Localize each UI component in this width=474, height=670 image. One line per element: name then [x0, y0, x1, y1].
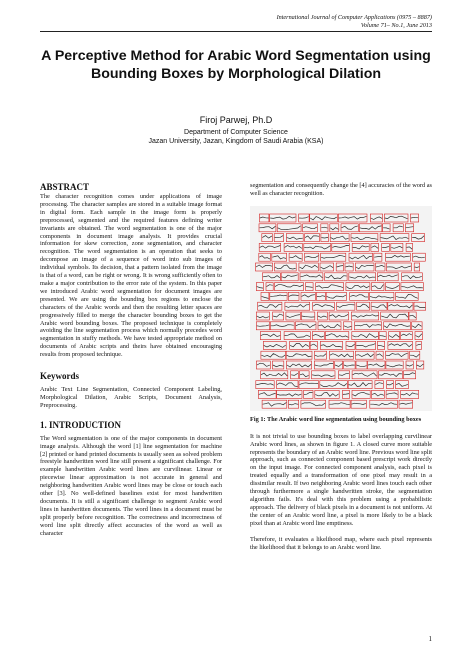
handwriting-stroke — [370, 403, 397, 406]
handwriting-stroke — [327, 295, 346, 298]
author-block — [40, 116, 432, 147]
handwriting-stroke — [377, 354, 383, 357]
handwriting-stroke — [330, 227, 338, 229]
handwriting-stroke — [353, 373, 377, 376]
word-line — [262, 400, 413, 408]
handwriting-stroke — [374, 256, 381, 257]
word-bounding-box — [261, 351, 286, 359]
word-bounding-box — [281, 273, 298, 281]
introduction-continuation: segmentation and consequently change the [4] accuracies of the word as well as character recognition. — [250, 182, 432, 197]
handwriting-stroke — [410, 354, 419, 357]
word-bounding-box — [259, 253, 271, 261]
handwriting-stroke — [344, 326, 351, 328]
handwriting-stroke — [262, 296, 269, 298]
word-bounding-box — [348, 380, 372, 388]
introduction-text: The Word segmentation is one of the major components in document image analysis. Although the word [1] line segmentation for machine [2] printed or hand printed documents is usually seen as solved problem freestyle handwritten word line still present a significant challenge. For example handwritten Arabic word lines are curvilinear. Linear or piecewise linear approximation is not accurate in general and neighboring handwritten Arabic word lines may be close or touch each other [3]. No well-defined baselines exist for most handwritten documents. It is still a significant challenge to segment Arabic word lines in handwritten documents. The word lines in a document must be split properly before recognition. The correctness and incorrectness of word line split directly affect accuracies of the word as well as character — [40, 434, 222, 537]
handwriting-stroke — [257, 316, 269, 318]
handwriting-stroke — [339, 216, 367, 219]
word-line — [259, 253, 426, 261]
journal-header — [277, 14, 432, 29]
handwriting-stroke — [315, 392, 338, 396]
handwriting-stroke — [256, 383, 273, 385]
word-bounding-box — [330, 224, 339, 232]
handwriting-stroke — [339, 373, 349, 375]
handwriting-stroke — [416, 334, 422, 337]
word-bounding-box — [256, 361, 270, 369]
handwriting-stroke — [290, 256, 302, 259]
handwriting-stroke — [396, 294, 418, 298]
body-paragraph-2: Therefore, it evaluates a likelihood map, where each pixel represents the likelihood that it belongs to an Arabic word line. — [250, 535, 432, 551]
handwriting-stroke — [401, 393, 418, 396]
handwriting-stroke — [319, 324, 341, 328]
handwriting-stroke — [263, 275, 280, 277]
word-bounding-box — [350, 292, 369, 300]
author-affiliation: Jazan University, Jazan, Kingdom of Saudi Arabia (KSA) — [148, 138, 324, 145]
handwriting-stroke — [300, 374, 309, 377]
handwriting-stroke — [260, 217, 269, 218]
handwriting-stroke — [301, 275, 323, 278]
handwriting-stroke — [376, 265, 384, 267]
handwriting-stroke — [356, 354, 374, 357]
word-bounding-box — [325, 331, 349, 339]
handwriting-stroke — [304, 246, 330, 249]
handwriting-stroke — [267, 285, 273, 287]
handwriting-stroke — [407, 247, 413, 249]
handwriting-stroke — [296, 324, 316, 328]
handwriting-stroke — [372, 284, 384, 288]
handwriting-stroke — [282, 275, 298, 278]
figure-arabic-segmentation — [250, 206, 432, 411]
handwriting-stroke — [289, 403, 298, 404]
word-bounding-box — [286, 351, 312, 359]
handwriting-stroke — [352, 334, 378, 338]
handwriting-stroke — [350, 295, 368, 297]
handwriting-stroke — [263, 402, 287, 406]
word-bounding-box — [355, 263, 374, 271]
handwriting-stroke — [321, 227, 327, 228]
abstract-text: The character recognition comes under applications of image processing. The character samples are stored in a suitable image format in digital form. Each sample in the image form is properly preprocessed, segmented and the required features defining writer invariants are obtained. The word segmentation is one of the major components in document image analysis. It provides crucial information for skew correction, zone segmentation, and character recognition. The word segmentation is an operation that seeks to decompose an image of a sequence of word into sub images of individual symbols. Its decision, that a pattern isolated from the image is that of a word, can be right or wrong. It is wrong sufficiently often to make a major contribution to the error rate of the system. In this paper we introduced Arabic word segmentation for document images are presented. We are using the bounding box regions to enclose the characters of the Arabic words and then the resulting letter spaces are progressively filled to merge the character bounding boxes to get the Arabic word bounding boxes. The proposed technique is completely avoiding the line segmentation process which normally precedes word segmentation in stuffy methods. We have tested appropriate method on documents of Arabic scripts and theirs have obtained encouraging results from proposed technique. — [40, 193, 222, 359]
handwriting-stroke — [321, 255, 345, 258]
body-paragraph-1: It is not trivial to use bounding boxes to label overlapping curvilinear Arabic word lines, as shown in figure 1. A closed curve more suitable represents the boundary of an Arabic word line. Previous word line split approach, such as connected component based prescript work directly on the input image. For connected component analysis, each pixel is treated equally and a transformation of one pixel may result in a dissimilar result. If two neighboring Arabic word lines touch each other through furthermore a single handwritten stroke, the segmentation algorithm fails. It's deal with this problem using a probabilistic approach. The delivery of black pixels in a document is not uniform. At the center of an Arabic word line, a pixel is more likely to be a black pixel than at Arabic word line emptiness. — [250, 432, 432, 527]
handwriting-stroke — [258, 304, 281, 307]
handwriting-stroke — [412, 324, 421, 327]
handwriting-stroke — [305, 236, 319, 239]
handwriting-stroke — [385, 216, 408, 219]
handwriting-stroke — [352, 237, 378, 239]
handwriting-stroke — [310, 216, 337, 219]
handwriting-stroke — [315, 353, 326, 356]
handwriting-stroke — [300, 383, 319, 385]
handwriting-stroke — [389, 334, 399, 337]
handwriting-stroke — [289, 295, 299, 296]
handwriting-stroke — [387, 383, 393, 385]
keywords-text: Arabic Text Line Segmentation, Connected Component Labeling, Morphological Dilation, Arabic Scripts, Document Analysis, Preprocessing. — [40, 386, 222, 409]
word-bounding-box — [386, 351, 409, 359]
handwriting-stroke — [352, 403, 366, 404]
word-bounding-box — [325, 273, 347, 281]
word-bounding-box — [260, 331, 280, 339]
word-line — [261, 351, 420, 359]
word-bounding-box — [338, 214, 367, 222]
handwriting-stroke — [357, 365, 367, 367]
handwriting-stroke — [415, 306, 426, 308]
word-bounding-box — [370, 292, 394, 300]
handwriting-stroke — [291, 373, 298, 375]
word-bounding-box — [285, 302, 310, 310]
handwriting-stroke — [404, 373, 415, 375]
word-bounding-box — [329, 351, 353, 359]
handwriting-stroke — [290, 343, 309, 347]
handwriting-stroke — [286, 314, 300, 317]
handwriting-stroke — [287, 354, 312, 357]
handwriting-stroke — [330, 314, 349, 317]
word-line — [262, 233, 425, 241]
word-bounding-box — [258, 302, 282, 310]
handwriting-stroke — [332, 245, 349, 247]
word-line — [256, 263, 420, 271]
handwriting-stroke — [270, 216, 295, 219]
handwriting-stroke — [349, 382, 372, 386]
word-bounding-box — [384, 322, 411, 330]
handwriting-stroke — [330, 403, 350, 405]
handwriting-stroke — [411, 217, 418, 218]
word-line — [256, 361, 423, 369]
handwriting-stroke — [368, 364, 385, 367]
word-bounding-box — [256, 380, 274, 388]
handwriting-stroke — [272, 256, 286, 259]
author-name: Firoj Parwej, Ph.D — [199, 115, 273, 125]
handwriting-stroke — [325, 275, 346, 279]
handwriting-stroke — [406, 227, 413, 228]
handwriting-stroke — [261, 373, 287, 376]
handwriting-stroke — [388, 304, 412, 307]
handwriting-stroke — [302, 295, 315, 297]
journal-volume: Volume 71– No.1, June 2013 — [360, 21, 432, 29]
handwriting-stroke — [301, 403, 325, 406]
handwriting-stroke — [342, 226, 358, 230]
handwriting-stroke — [331, 236, 349, 239]
handwriting-stroke — [278, 226, 301, 230]
word-line — [262, 273, 422, 281]
word-line — [258, 302, 426, 310]
handwriting-stroke — [273, 314, 283, 317]
handwriting-stroke — [320, 383, 347, 387]
handwriting-stroke — [346, 266, 353, 267]
handwriting-stroke — [287, 237, 303, 239]
handwriting-stroke — [304, 392, 313, 394]
word-bounding-box — [351, 233, 378, 241]
abstract-heading: ABSTRACT — [40, 182, 90, 192]
header-rule — [40, 31, 432, 32]
handwriting-stroke — [299, 217, 308, 219]
handwriting-stroke — [318, 316, 327, 317]
handwriting-stroke — [352, 315, 378, 318]
handwriting-stroke — [387, 393, 398, 395]
word-bounding-box — [277, 390, 302, 398]
handwriting-stroke — [382, 246, 389, 247]
word-line — [261, 371, 416, 379]
handwriting-stroke — [335, 363, 342, 366]
handwriting-stroke — [391, 246, 402, 248]
word-bounding-box — [286, 361, 311, 369]
handwriting-stroke — [355, 324, 381, 327]
word-bounding-box — [352, 390, 370, 398]
handwriting-stroke — [350, 255, 373, 258]
handwriting-stroke — [259, 256, 270, 259]
word-line — [259, 224, 414, 232]
handwriting-stroke — [317, 296, 325, 297]
handwriting-stroke — [302, 316, 315, 317]
introduction-heading: 1. INTRODUCTION — [40, 419, 122, 430]
handwriting-stroke — [401, 286, 423, 288]
handwriting-stroke — [344, 365, 355, 366]
handwriting-stroke — [353, 246, 369, 249]
handwriting-stroke — [260, 226, 276, 229]
word-line — [256, 322, 422, 330]
journal-name: International Journal of Computer Applications (0975 – 8887) — [276, 14, 432, 21]
handwriting-stroke — [299, 265, 318, 269]
handwriting-stroke — [379, 373, 402, 376]
handwriting-stroke — [337, 305, 354, 308]
figure-caption: Fig 1: The Arabic word line segmentation using bounding boxes — [250, 415, 422, 423]
word-bounding-box — [301, 292, 316, 300]
word-bounding-box — [274, 263, 296, 271]
handwriting-stroke — [387, 266, 411, 269]
handwriting-stroke — [259, 393, 276, 396]
handwriting-stroke — [386, 353, 408, 356]
keywords-heading: Keywords — [40, 371, 79, 382]
handwriting-stroke — [285, 245, 302, 248]
word-line — [259, 214, 418, 222]
handwriting-stroke — [357, 304, 369, 308]
handwriting-stroke — [356, 344, 375, 347]
word-bounding-box — [299, 380, 319, 388]
handwriting-stroke — [413, 256, 425, 258]
handwriting-stroke — [337, 265, 343, 267]
word-bounding-box — [377, 273, 398, 281]
word-bounding-box — [346, 282, 370, 290]
handwriting-stroke — [383, 228, 390, 229]
handwriting-stroke — [275, 235, 283, 237]
handwriting-stroke — [380, 335, 386, 336]
handwriting-stroke — [271, 325, 294, 327]
handwriting-stroke — [312, 375, 334, 377]
paper-title: A Perceptive Method for Arabic Word Segmentation using Bounding Boxes by Morphological Dilation — [41, 48, 431, 82]
handwriting-stroke — [386, 365, 402, 367]
word-bounding-box — [312, 371, 336, 379]
word-bounding-box — [299, 263, 319, 271]
handwriting-stroke — [260, 245, 281, 248]
handwriting-stroke — [356, 265, 374, 269]
word-bounding-box — [262, 233, 273, 241]
word-bounding-box — [318, 322, 341, 330]
handwriting-stroke — [273, 365, 283, 367]
word-bounding-box — [286, 233, 303, 241]
word-bounding-box — [256, 312, 269, 320]
handwriting-stroke — [326, 334, 349, 338]
word-bounding-box — [261, 371, 288, 379]
handwriting-stroke — [360, 226, 382, 229]
author-department: Department of Computer Science — [184, 128, 288, 136]
right-column — [250, 182, 432, 551]
word-line — [256, 282, 423, 290]
word-bounding-box — [356, 361, 367, 369]
handwriting-stroke — [285, 334, 310, 337]
word-bounding-box — [368, 361, 386, 369]
handwriting-stroke — [386, 255, 410, 257]
handwriting-stroke — [346, 285, 369, 288]
word-bounding-box — [352, 331, 379, 339]
handwriting-stroke — [371, 246, 378, 248]
word-bounding-box — [320, 380, 348, 388]
word-bounding-box — [272, 361, 283, 369]
word-bounding-box — [337, 302, 355, 310]
figure-image — [250, 206, 432, 411]
handwriting-stroke — [305, 256, 318, 258]
handwriting-stroke — [370, 296, 393, 298]
handwriting-stroke — [381, 236, 409, 240]
handwriting-stroke — [330, 354, 353, 357]
word-bounding-box — [401, 390, 419, 398]
handwriting-stroke — [347, 344, 355, 346]
word-bounding-box — [288, 292, 299, 300]
handwriting-stroke — [321, 237, 328, 238]
handwriting-stroke — [285, 304, 309, 307]
word-bounding-box — [317, 312, 327, 320]
handwriting-stroke — [275, 285, 303, 287]
word-bounding-box — [341, 224, 358, 232]
word-bounding-box — [321, 253, 346, 261]
handwriting-stroke — [402, 276, 422, 279]
handwriting-stroke — [264, 344, 286, 347]
handwriting-stroke — [321, 344, 342, 347]
handwriting-stroke — [315, 363, 333, 366]
handwriting-stroke — [371, 217, 382, 220]
word-line — [256, 380, 409, 388]
handwriting-stroke — [277, 383, 298, 387]
word-line — [258, 390, 418, 398]
handwriting-stroke — [386, 285, 399, 288]
handwriting-stroke — [256, 265, 272, 268]
handwriting-stroke — [412, 236, 424, 239]
handwriting-stroke — [261, 334, 280, 336]
handwriting-stroke — [306, 286, 313, 287]
word-bounding-box — [256, 263, 273, 271]
handwriting-stroke — [321, 265, 334, 268]
word-line — [260, 331, 422, 339]
handwriting-stroke — [375, 383, 382, 385]
word-bounding-box — [290, 341, 310, 349]
handwriting-stroke — [316, 285, 343, 288]
handwriting-stroke — [270, 295, 286, 296]
handwriting-stroke — [343, 393, 349, 394]
handwriting-stroke — [415, 267, 420, 268]
word-line — [261, 292, 418, 300]
handwriting-stroke — [407, 364, 413, 366]
handwriting-stroke — [353, 392, 370, 395]
handwriting-stroke — [384, 324, 410, 328]
word-line — [263, 341, 421, 349]
handwriting-stroke — [410, 315, 416, 318]
handwriting-stroke — [400, 403, 413, 404]
handwriting-stroke — [401, 333, 412, 335]
handwriting-stroke — [388, 344, 412, 347]
handwriting-stroke — [275, 265, 296, 269]
handwriting-stroke — [262, 235, 272, 238]
word-bounding-box — [284, 243, 302, 251]
handwriting-stroke — [394, 226, 403, 228]
word-bounding-box — [259, 243, 281, 251]
left-column — [40, 182, 222, 538]
word-bounding-box — [381, 312, 409, 320]
handwriting-stroke — [372, 305, 387, 308]
word-bounding-box — [258, 390, 276, 398]
handwriting-stroke — [313, 304, 334, 308]
handwriting-stroke — [417, 364, 424, 367]
handwriting-stroke — [277, 394, 301, 396]
handwriting-stroke — [313, 334, 324, 337]
handwriting-stroke — [378, 275, 398, 277]
page-number: 1 — [428, 635, 432, 643]
handwriting-stroke — [378, 345, 384, 346]
handwriting-stroke — [257, 286, 263, 288]
handwriting-stroke — [349, 275, 375, 278]
handwriting-stroke — [287, 364, 311, 367]
handwriting-stroke — [311, 344, 317, 346]
handwriting-stroke — [261, 353, 285, 357]
word-line — [259, 243, 412, 251]
word-line — [256, 312, 416, 320]
handwriting-stroke — [396, 383, 408, 386]
handwriting-stroke — [257, 363, 270, 366]
handwriting-stroke — [381, 314, 408, 318]
handwriting-stroke — [303, 227, 317, 229]
handwriting-stroke — [416, 344, 421, 345]
word-bounding-box — [315, 390, 339, 398]
handwriting-stroke — [257, 325, 269, 326]
handwriting-stroke — [372, 393, 384, 396]
